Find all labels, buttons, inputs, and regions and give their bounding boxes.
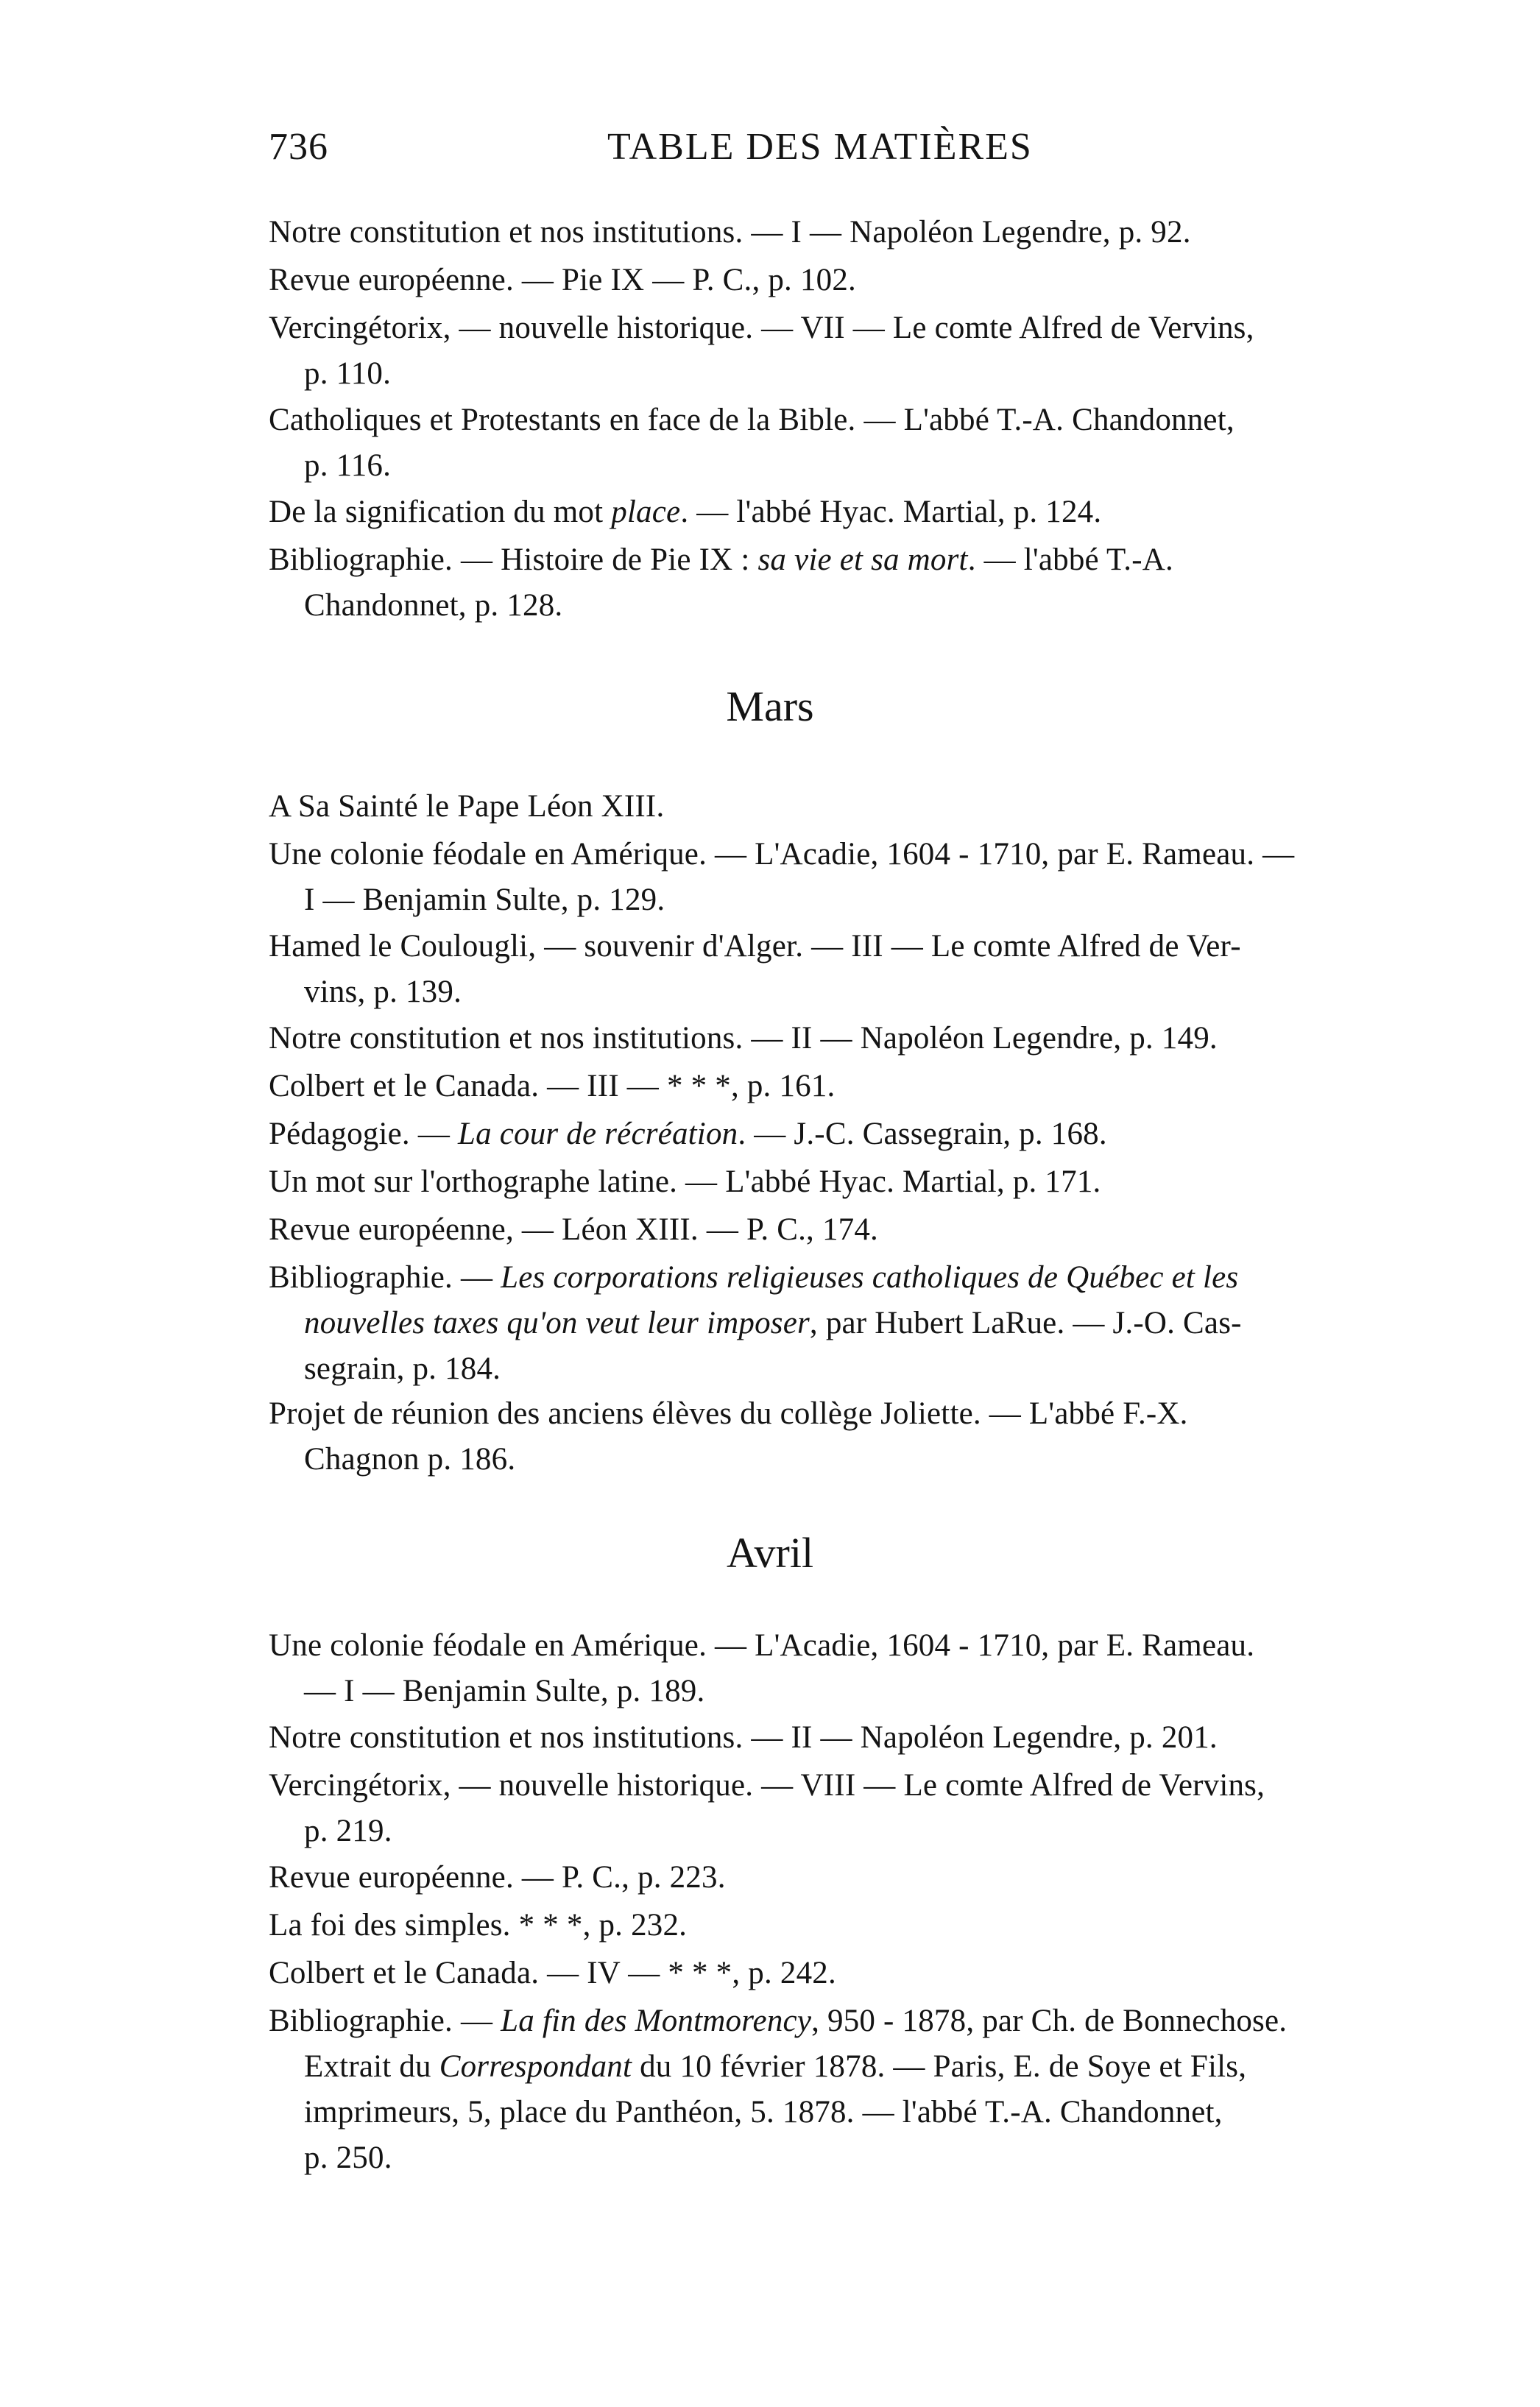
entry-text: Extrait du <box>304 2049 439 2084</box>
entry-continuation-line <box>269 583 1424 629</box>
toc-entry <box>269 1159 1424 1205</box>
entry-text: A Sa Sainté le Pape Léon XIII. <box>269 789 665 824</box>
entry-text: Vercingétorix, — nouvelle historique. — VIII — Le comte Alfred de Vervins, <box>269 1768 1265 1803</box>
entry-text: imprimeurs, 5, place du Panthéon, 5. 1878. — l'abbé T.-A. Chandonnet, <box>304 2095 1223 2129</box>
toc-entry <box>269 305 1424 397</box>
entry-text: Bibliographie. — <box>269 1260 501 1295</box>
toc-entry <box>269 258 1424 303</box>
toc-entry <box>269 489 1424 535</box>
entry-line <box>269 1763 1424 1809</box>
entry-line <box>269 1064 1424 1109</box>
toc-entry <box>269 1111 1424 1157</box>
toc-entry <box>269 1255 1424 1392</box>
entry-continuation-line <box>269 2090 1424 2135</box>
italic-title-text: Les corporations religieuses catholiques de Québec et les <box>501 1260 1239 1295</box>
entry-continuation-line <box>269 1346 1424 1392</box>
entry-line <box>269 1255 1424 1301</box>
entry-text: . — J.-C. Cassegrain, p. 168. <box>738 1117 1107 1151</box>
entry-line <box>269 258 1424 303</box>
toc-entry <box>269 1715 1424 1761</box>
entry-text: , 950 - 1878, par Ch. de Bonnechose. <box>811 2004 1288 2038</box>
entry-line <box>269 1951 1424 1996</box>
entry-line <box>269 1111 1424 1157</box>
entry-text: Un mot sur l'orthographe latine. — L'abbé Hyac. Martial, p. 171. <box>269 1164 1101 1199</box>
entry-line <box>269 1998 1424 2044</box>
entry-text: p. 250. <box>304 2141 392 2175</box>
entry-text: — I — Benjamin Sulte, p. 189. <box>304 1674 705 1708</box>
entry-text: Notre constitution et nos institutions. — II — Napoléon Legendre, p. 201. <box>269 1720 1218 1755</box>
entry-line <box>269 1715 1424 1761</box>
entry-line <box>269 210 1424 255</box>
entry-text: vins, p. 139. <box>304 975 462 1009</box>
entry-line <box>269 1855 1424 1901</box>
entry-line <box>269 832 1424 877</box>
entry-line <box>269 489 1424 535</box>
entry-text: Catholiques et Protestants en face de la Bible. — L'abbé T.-A. Chandonnet, <box>269 403 1235 437</box>
entry-text: De la signification du mot <box>269 495 612 529</box>
italic-title-text: sa vie et sa mort <box>757 542 968 577</box>
italic-title-text: Correspondant <box>439 2049 632 2084</box>
entry-continuation-line <box>269 1809 1424 1854</box>
italic-title-text: La cour de récréation <box>457 1117 738 1151</box>
entry-continuation-line <box>269 1669 1424 1714</box>
entry-continuation-line <box>269 443 1424 489</box>
toc-entry <box>269 210 1424 255</box>
entry-text: Projet de réunion des anciens élèves du collège Joliette. — L'abbé F.-X. <box>269 1396 1188 1431</box>
entry-continuation-line <box>269 877 1424 923</box>
entry-text: Hamed le Coulougli, — souvenir d'Alger. — III — Le comte Alfred de Ver- <box>269 929 1241 964</box>
entry-text: Pédagogie. — <box>269 1117 458 1151</box>
entry-continuation-line <box>269 1437 1424 1482</box>
entry-text: segrain, p. 184. <box>304 1351 501 1386</box>
entry-text: Revue européenne, — Léon XIII. — P. C., 174. <box>269 1212 879 1247</box>
entry-text: La foi des simples. * * *, p. 232. <box>269 1908 688 1943</box>
entry-text: Bibliographie. — Histoire de Pie IX : <box>269 542 758 577</box>
entry-line <box>269 1207 1424 1253</box>
entry-text: Notre constitution et nos institutions. — I — Napoléon Legendre, p. 92. <box>269 215 1191 250</box>
toc-entry <box>269 537 1424 629</box>
entry-text: p. 110. <box>304 356 392 391</box>
section-heading-mars: Mars <box>726 682 814 730</box>
entry-text: Colbert et le Canada. — IV — * * *, p. 242. <box>269 1956 836 1990</box>
page-number: 736 <box>269 126 328 168</box>
entry-text: Colbert et le Canada. — III — * * *, p. 161. <box>269 1069 836 1103</box>
page-header <box>269 125 1424 177</box>
entry-text: Revue européenne. — P. C., p. 223. <box>269 1860 726 1895</box>
entry-line <box>269 1159 1424 1205</box>
entry-line <box>269 1903 1424 1948</box>
entry-text: Chandonnet, p. 128. <box>304 588 563 623</box>
toc-entry <box>269 1998 1424 2181</box>
entry-line <box>269 537 1424 583</box>
entry-line <box>269 1623 1424 1669</box>
italic-title-text: La fin des Montmorency <box>501 2004 812 2038</box>
toc-entry <box>269 1951 1424 1996</box>
entry-continuation-line <box>269 1301 1424 1346</box>
entry-line <box>269 784 1424 830</box>
entry-text: Revue européenne. — Pie IX — P. C., p. 102. <box>269 263 857 297</box>
entry-text: I — Benjamin Sulte, p. 129. <box>304 883 665 917</box>
entry-text: p. 219. <box>304 1814 392 1848</box>
entry-text: du 10 février 1878. — Paris, E. de Soye et Fils, <box>632 2049 1247 2084</box>
entry-text: Bibliographie. — <box>269 2004 501 2038</box>
entry-line <box>269 397 1424 443</box>
entry-line <box>269 305 1424 351</box>
italic-title-text: place <box>611 495 681 529</box>
toc-entry <box>269 1207 1424 1253</box>
toc-entry <box>269 924 1424 1015</box>
entry-text: Notre constitution et nos institutions. — II — Napoléon Legendre, p. 149. <box>269 1021 1218 1056</box>
entry-continuation-line <box>269 351 1424 397</box>
entry-text: Chagnon p. 186. <box>304 1442 516 1477</box>
italic-title-text: nouvelles taxes qu'on veut leur imposer <box>304 1306 810 1340</box>
entry-line <box>269 1016 1424 1061</box>
entry-text: , par Hubert LaRue. — J.-O. Cas- <box>809 1306 1242 1340</box>
toc-entry <box>269 1391 1424 1482</box>
toc-entry <box>269 1763 1424 1854</box>
entry-text: p. 116. <box>304 448 392 483</box>
entry-text: . — l'abbé Hyac. Martial, p. 124. <box>680 495 1102 529</box>
toc-entry <box>269 1903 1424 1948</box>
section-heading-avril: Avril <box>726 1529 814 1577</box>
running-title: TABLE DES MATIÈRES <box>607 126 1033 168</box>
entry-text: Une colonie féodale en Amérique. — L'Acadie, 1604 - 1710, par E. Rameau. <box>269 1628 1255 1663</box>
entry-continuation-line <box>269 969 1424 1015</box>
toc-entry <box>269 1064 1424 1109</box>
entry-line <box>269 924 1424 969</box>
toc-entry <box>269 1016 1424 1061</box>
toc-entry <box>269 397 1424 489</box>
entry-text: Vercingétorix, — nouvelle historique. — VII — Le comte Alfred de Vervins, <box>269 311 1254 345</box>
toc-entry <box>269 784 1424 830</box>
entry-text: . — l'abbé T.-A. <box>967 542 1173 577</box>
entry-continuation-line <box>269 2044 1424 2090</box>
toc-entry <box>269 1855 1424 1901</box>
entry-continuation-line <box>269 2135 1424 2181</box>
entry-line <box>269 1391 1424 1437</box>
entry-text: Une colonie féodale en Amérique. — L'Acadie, 1604 - 1710, par E. Rameau. — <box>269 837 1295 872</box>
toc-entry <box>269 1623 1424 1714</box>
toc-entry <box>269 832 1424 923</box>
